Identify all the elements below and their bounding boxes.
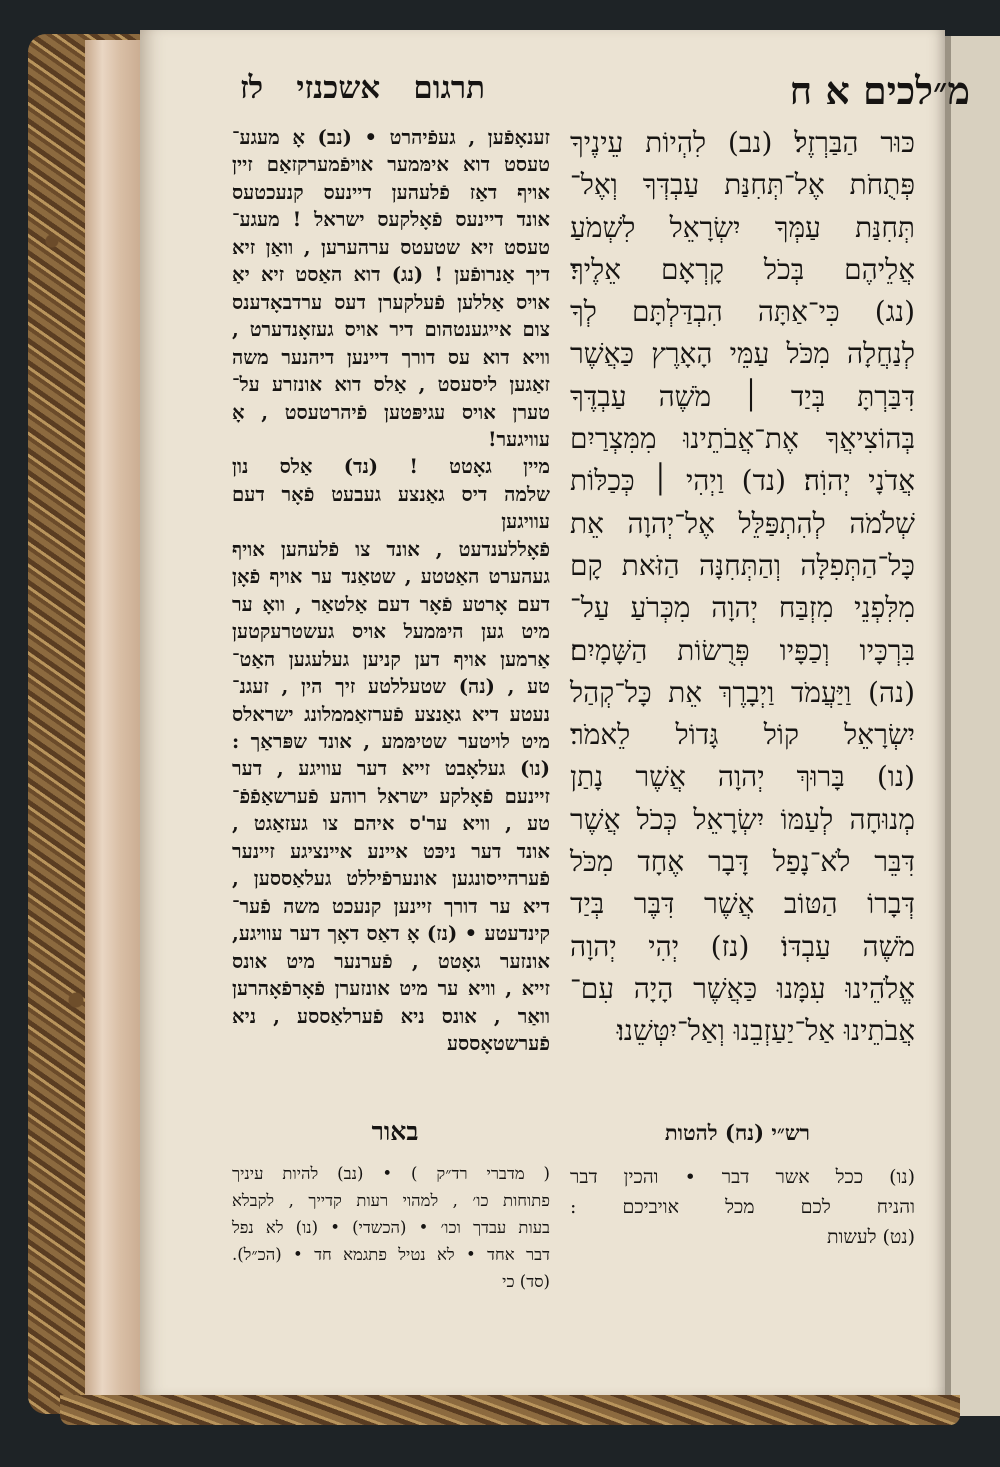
biur-line: בעות עבדך וכו׳ • (הכשדי) • (נו) לא נפל (232, 1218, 550, 1237)
translation-line: צום אייגענטהום דיר אויס געזאָנדערט , (232, 318, 550, 342)
translation-line: מיט לויטער שטימּמע , אונד שפּראַך : (232, 729, 550, 753)
translation-line: דיא ער דורך זיינען קנעכט משה פֿער־ (232, 894, 550, 918)
rashi-line: (נו) ככל אשר דבר • והכין דבר (570, 1166, 915, 1188)
hebrew-main-text (570, 122, 915, 1053)
rashi-commentary (570, 1162, 915, 1252)
translation-line: זייא , וויא ער מיט אונזערן פֿאָרפֿאָהרען (232, 977, 550, 1001)
verse-line: בְּהוֹצִיאֲךָ אֶת־אֲבֹתֵינוּ מִמִּצְרַיִם (570, 422, 915, 456)
biur-commentary (232, 1160, 550, 1295)
translation-line: אונד דיינעס פֿאָלקעס ישראל ! מעגע־ (232, 208, 550, 232)
translation-line: מיט גען הימּמעל אויס געשטרעקטען (232, 620, 550, 644)
verse-line: (נג) כִּי־אַתָּה הִבְדַּלְתָּם לְךָ (570, 295, 915, 329)
verse-line: בִּרְכָּיו וְכַפָּיו פְּרֻשׂוֹת הַשָּׁמָיִם׃ (570, 633, 915, 667)
biur-line: פתוחות כו׳ , למהוי רעות קדייך , לקבלא (232, 1191, 550, 1210)
rashi-line: (נט) לעשות (826, 1226, 915, 1248)
verse-line: פְּתֻחֹת אֶל־תְּחִנַּת עַבְדְּךָ וְאֶל־ (570, 168, 915, 202)
verse-line: אֲלֵיהֶם בְּכֹל קָרְאָם אֵלֶיךָ׃ (570, 252, 915, 286)
translation-line: וואַר , אונס ניא פֿערלאַססע , ניא (232, 1004, 550, 1028)
verse-line: אֲדֹנָי יְהוִֹה׃ (נד) וַיְהִי ׀ כְּכַלּוֹת (570, 464, 915, 498)
translation-line: זענאָפֿען , געפֿיהרט • (נב) אָ מעגע־ (232, 126, 550, 149)
translation-line: קינדעטע • (נז) אָ דאַס דאָך דער עוויגע, (232, 922, 550, 946)
verse-line: יִשְׂרָאֵל קוֹל גָּדוֹל לֵאמֹר׃ (570, 718, 915, 752)
translation-line: אויס אַללען פֿעלקערן דעס ערדבאָדענס (232, 290, 550, 314)
translation-line: מיין גאָטט ! (נד) אַלס נון (232, 455, 550, 479)
translation-line: טע , וויא ער'ס איהם צו געזאַגט , (232, 812, 550, 836)
running-header-translation: תרגום אשכנזי לז (240, 70, 485, 106)
translation-line: שלמה דיס גאַנצע געבעט פֿאָר דעם עוויגען (232, 482, 550, 534)
verse-line: דְּבָרוֹ הַטּוֹב אֲשֶׁר דִּבֶּר בְּיַד (570, 887, 915, 921)
verse-line: כּוּר הַבַּרְזֶל׃ (נב) לִהְיוֹת עֵינֶיךָ (570, 126, 915, 159)
book-page (140, 30, 970, 1395)
verse-line: דִּבֵּר לֹא־נָפַל דָּבָר אֶחָד מִכֹּל (570, 845, 915, 879)
biur-line: דבר אחד • לא נטיל פתגמא חד • (הכ״ל). (232, 1245, 550, 1264)
verse-line: כָּל־הַתְּפִלָּה וְהַתְּחִנָּה הַזֹּאת קָם (570, 548, 915, 582)
page-edges (85, 40, 143, 1410)
translation-line: (נו) געלאָבט זייא דער עוויגע , דער (232, 757, 550, 781)
translation-line: טע , (נה) שטעללטע זיך הין , זעגנ־ (232, 675, 550, 699)
biur-heading: באור (371, 1117, 419, 1146)
verse-line: שְׁלֹמֹה לְהִתְפַּלֵּל אֶל־יְהוָה אֵת (570, 506, 915, 540)
biur-line: (סד) כי (502, 1272, 550, 1291)
translation-line: אויף דאַז פֿלעהען דיינעס קנעכטעס (232, 180, 550, 204)
translation-line: וויא דוא עס דורך דיינען דיהנער משה (232, 345, 550, 369)
verse-line: אֲבֹתֵינוּ אַל־יַעַזְבֵנוּ וְאַל־יִטְּשֵׁנוּ׃ (616, 1014, 915, 1048)
verse-line: מֹשֶׁה עַבְדּוֹ׃ (נז) יְהִי יְהוָה (570, 929, 915, 963)
verse-line: (נו) בָּרוּךְ יְהוָה אֲשֶׁר נָתַן (570, 760, 915, 794)
translation-line: פֿאָללענדעט , אונד צו פֿלעהען אויף (232, 537, 550, 561)
translation-line: אונזער גאָטט , פֿערנער מיט אונס (232, 949, 550, 973)
rashi-line: והניח לכם מכל אויביכם : (570, 1196, 915, 1218)
rashi-heading: רש״י (נח) להטות (664, 1120, 810, 1145)
translation-line: דיך אַנרופֿען ! (נג) דוא האַסט זיא יאַ (232, 263, 550, 287)
translation-line: טערן אויס עגיפּטען פֿיהרטעסט , אָ עוויגער! (232, 400, 550, 451)
translation-line: זיינעם פֿאָלקע ישראל רוהע פֿערשאַפֿפֿ־ (232, 784, 550, 808)
translation-line: פֿערהייסונגען אונערפֿיללט געלאַססען , (232, 867, 550, 891)
translation-line: פֿערשטאָססע (446, 1031, 550, 1055)
verse-line: (נה) וַיַּעֲמֹד וַיְבָרֶךְ אֵת כָּל־קְהַל (570, 675, 915, 709)
book-cover-bottom (60, 1395, 960, 1425)
translation-line: אַרמען אויף דען קניען געלעגען האַט־ (232, 647, 550, 671)
german-translation-text (232, 124, 550, 1057)
biur-line: ( מדברי רד״ק ) • (נב) להיות עיניך (232, 1164, 550, 1183)
translation-line: אונד דער ניכּט איינע איינציגע זיינער (232, 839, 550, 863)
translation-line: געהערט האַטטע , שטאַנד ער אויף פֿאָן (232, 565, 550, 589)
translation-line: נעטע דיא גאַנצע פֿערזאַממלונג ישראלס (232, 702, 550, 726)
verse-line: מִלִּפְנֵי מִזְבַּח יְהוָה מִכְּרֹעַ עַל־ (570, 591, 915, 625)
verse-line: דִּבַּרְתָּ בְּיַד ׀ מֹשֶׁה עַבְדֶּךָ (570, 379, 915, 413)
running-header-book: מ״לכים א ח (789, 68, 970, 113)
translation-line: טעסט דוא אימּמער אויפֿמערקזאַם זיין (232, 153, 550, 177)
verse-line: תְּחִנַּת עַמְּךָ יִשְׂרָאֵל לִשְׁמֹעַ (570, 210, 915, 244)
facing-page-edge (945, 36, 1000, 1416)
translation-line: דעם אָרטע פֿאָר דעם אַלטאַר , וואָ ער (232, 592, 550, 616)
translation-line: זאַגען ליסעסט , אַלס דוא אונזרע על־ (232, 373, 550, 397)
verse-line: אֱלֹהֵינוּ עִמָּנוּ כַּאֲשֶׁר הָיָה עִם־ (570, 971, 915, 1005)
verse-line: מְנוּחָה לְעַמּוֹ יִשְׂרָאֵל כְּכֹל אֲשֶׁר (570, 802, 915, 836)
verse-line: לְנַחֲלָה מִכֹּל עַמֵּי הָאָרֶץ כַּאֲשֶׁר (570, 337, 915, 371)
translation-line: טעסט זיא שטעטס ערהערען , וואַן זיא (232, 235, 550, 259)
